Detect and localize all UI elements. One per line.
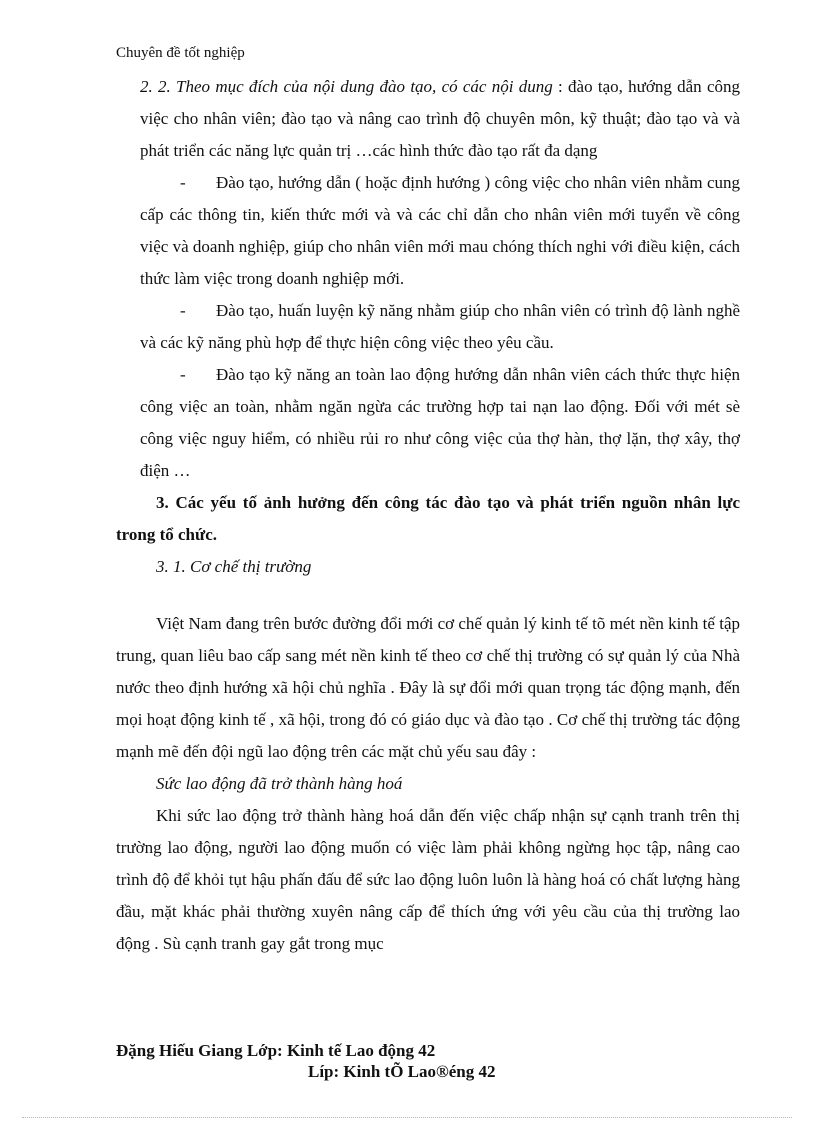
section-3-heading: 3. Các yếu tố ảnh hưởng đến công tác đào tạo và phát triển nguồn nhân lực trong tổ chức. (116, 493, 740, 544)
section-2-2-lead-rest: : đào tạo, hướng dẫn công việc cho nhân viên; đào tạo và nâng cao trình độ chuyên môn, kỹ thuật; đào tạo và và phát triển các năng lực quản trị …các hình thức đào tạo rất đa dạng (140, 77, 740, 160)
page-bottom-divider (22, 1117, 792, 1118)
bullet-dash: - (180, 173, 186, 192)
bullet-dash: - (180, 365, 186, 384)
section-3-1-subheading: 3. 1. Cơ chế thị trường (156, 557, 312, 576)
footer-class-line: Líp: Kinh tÕ Lao®éng 42 (308, 1062, 496, 1081)
section-2-2-intro (116, 71, 740, 167)
section-3-1-paragraph-2: Khi sức lao động trở thành hàng hoá dẫn đến việc chấp nhận sự cạnh tranh trên thị trường lao động, người lao động muốn có việc làm phải không ngừng học tập, nâng cao trình độ để khỏi tụt hậu phấn đấu để sức lao động luôn luôn là hàng hoá có chất lượng hàng đầu, mặt khác phải thường xuyên nâng cấp để thích ứng với yêu cầu của thị trường lao động . Sù cạnh tranh gay gắt trong mục (116, 806, 740, 953)
footer-author-line: Đặng Hiếu Giang Lớp: Kinh tế Lao động 42 (116, 1041, 436, 1060)
section-2-2-lead-italic: 2. 2. Theo mục đích của nội dung đào tạo, có các nội dung (140, 77, 553, 96)
bullet-text: Đào tạo kỹ năng an toàn lao động hướng dẫn nhân viên cách thức thực hiện công việc an toàn, nhằm ngăn ngừa các trường hợp tai nạn lao động. Đối với mét sè công việc nguy hiểm, có nhiều rủi ro như công việc của thợ hàn, thợ lặn, thợ xây, thợ điện … (140, 365, 740, 480)
spacer (116, 583, 740, 608)
bullet-item (116, 359, 740, 487)
bullet-dash: - (180, 301, 186, 320)
bullet-item (116, 295, 740, 359)
bullet-item (116, 167, 740, 295)
page-content (116, 71, 740, 960)
section-3-1-italic-line: Sức lao động đã trở thành hàng hoá (156, 774, 403, 793)
bullet-text: Đào tạo, hướng dẫn ( hoặc định hướng ) công việc cho nhân viên nhằm cung cấp các thông tin, kiến thức mới và và các chỉ dẫn cho nhân viên mới tuyển về công việc và doanh nghiệp, giúp cho nhân viên mới mau chóng thích nghi với điều kiện, cách thức làm việc trong doanh nghiệp mới. (140, 173, 740, 288)
bullet-text: Đào tạo, huấn luyện kỹ năng nhằm giúp cho nhân viên có trình độ lành nghề và các kỹ năng phù hợp để thực hiện công việc theo yêu cầu. (140, 301, 740, 352)
page-header-title: Chuyên đề tốt nghiệp (116, 45, 245, 61)
section-3-1-paragraph-1: Việt Nam đang trên bước đường đổi mới cơ chế quản lý kinh tế tõ mét nền kinh tế tập trung, quan liêu bao cấp sang mét nền kinh tế theo cơ chế thị trường có sự quản lý của Nhà nước theo định hướng xã hội chủ nghĩa . Đây là sự đổi mới quan trọng tác động mạnh, đến mọi hoạt động kinh tế , xã hội, trong đó có giáo dục và đào tạo . Cơ chế thị trường tác động mạnh mẽ đến đội ngũ lao động trên các mặt chủ yếu sau đây : (116, 614, 740, 761)
